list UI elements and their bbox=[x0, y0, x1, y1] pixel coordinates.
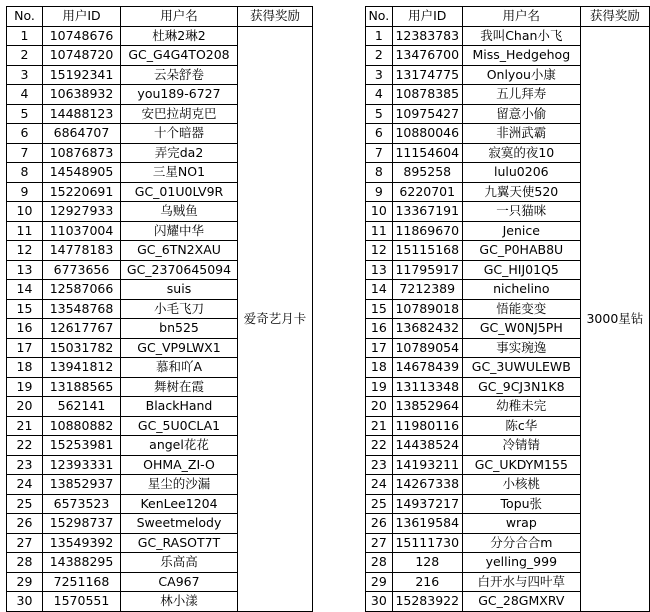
row-number: 11 bbox=[366, 221, 393, 241]
username-cell: GC_5U0CLA1 bbox=[121, 416, 238, 436]
username-cell: 三星NO1 bbox=[121, 163, 238, 183]
user-id-cell: 15283922 bbox=[392, 592, 462, 612]
row-number: 26 bbox=[7, 514, 43, 534]
row-number: 1 bbox=[366, 26, 393, 46]
user-id-cell: 6773656 bbox=[43, 260, 121, 280]
username-cell: 十个暗器 bbox=[121, 124, 238, 144]
user-id-cell: 11869670 bbox=[392, 221, 462, 241]
row-number: 17 bbox=[7, 338, 43, 358]
username-cell: 舞树在霞 bbox=[121, 377, 238, 397]
row-number: 21 bbox=[7, 416, 43, 436]
user-id-cell: 15111730 bbox=[392, 533, 462, 553]
row-number: 27 bbox=[7, 533, 43, 553]
row-number: 28 bbox=[7, 553, 43, 573]
row-number: 7 bbox=[366, 143, 393, 163]
username-cell: nichelino bbox=[462, 280, 580, 300]
user-id-cell: 12393331 bbox=[43, 455, 121, 475]
username-cell: GC_2370645094 bbox=[121, 260, 238, 280]
row-number: 20 bbox=[7, 397, 43, 417]
user-id-cell: 15253981 bbox=[43, 436, 121, 456]
username-cell: KenLee1204 bbox=[121, 494, 238, 514]
user-id-cell: 13852937 bbox=[43, 475, 121, 495]
header-username: 用户名 bbox=[121, 7, 238, 27]
row-number: 8 bbox=[7, 163, 43, 183]
user-id-cell: 216 bbox=[392, 572, 462, 592]
username-cell: 分分合合m bbox=[462, 533, 580, 553]
username-cell: 九翼天使520 bbox=[462, 182, 580, 202]
username-cell: 小核桃 bbox=[462, 475, 580, 495]
user-id-cell: 12927933 bbox=[43, 202, 121, 222]
user-id-cell: 13941812 bbox=[43, 358, 121, 378]
header-no: No. bbox=[7, 7, 43, 27]
table-header-row bbox=[366, 7, 650, 27]
user-id-cell: 14548905 bbox=[43, 163, 121, 183]
username-cell: Onlyou小康 bbox=[462, 65, 580, 85]
row-number: 5 bbox=[366, 104, 393, 124]
row-number: 3 bbox=[7, 65, 43, 85]
user-id-cell: 15298737 bbox=[43, 514, 121, 534]
row-number: 22 bbox=[7, 436, 43, 456]
row-number: 1 bbox=[7, 26, 43, 46]
user-id-cell: 6220701 bbox=[392, 182, 462, 202]
username-cell: angel花花 bbox=[121, 436, 238, 456]
row-number: 29 bbox=[7, 572, 43, 592]
row-number: 19 bbox=[7, 377, 43, 397]
username-cell: GC_01U0LV9R bbox=[121, 182, 238, 202]
row-number: 2 bbox=[366, 46, 393, 66]
username-cell: wrap bbox=[462, 514, 580, 534]
row-number: 19 bbox=[366, 377, 393, 397]
right-winners-table bbox=[365, 6, 650, 612]
username-cell: GC_G4G4TO208 bbox=[121, 46, 238, 66]
user-id-cell: 10748676 bbox=[43, 26, 121, 46]
user-id-cell: 10789054 bbox=[392, 338, 462, 358]
row-number: 10 bbox=[366, 202, 393, 222]
username-cell: 闪耀中华 bbox=[121, 221, 238, 241]
user-id-cell: 6864707 bbox=[43, 124, 121, 144]
row-number: 3 bbox=[366, 65, 393, 85]
username-cell: 非洲武霸 bbox=[462, 124, 580, 144]
username-cell: OHMA_ZI-O bbox=[121, 455, 238, 475]
row-number: 30 bbox=[366, 592, 393, 612]
user-id-cell: 7212389 bbox=[392, 280, 462, 300]
user-id-cell: 11980116 bbox=[392, 416, 462, 436]
user-id-cell: 12383783 bbox=[392, 26, 462, 46]
username-cell: 事实琬逸 bbox=[462, 338, 580, 358]
row-number: 6 bbox=[7, 124, 43, 144]
row-number: 4 bbox=[366, 85, 393, 105]
left-winners-table bbox=[6, 6, 313, 612]
username-cell: 弄完da2 bbox=[121, 143, 238, 163]
user-id-cell: 13619584 bbox=[392, 514, 462, 534]
user-id-cell: 13682432 bbox=[392, 319, 462, 339]
user-id-cell: 10748720 bbox=[43, 46, 121, 66]
username-cell: CA967 bbox=[121, 572, 238, 592]
user-id-cell: 14438524 bbox=[392, 436, 462, 456]
table-header-row bbox=[7, 7, 313, 27]
username-cell: GC_3UWULEWB bbox=[462, 358, 580, 378]
username-cell: suis bbox=[121, 280, 238, 300]
row-number: 16 bbox=[366, 319, 393, 339]
header-user-id: 用户ID bbox=[392, 7, 462, 27]
user-id-cell: 13852964 bbox=[392, 397, 462, 417]
username-cell: 五儿拜寿 bbox=[462, 85, 580, 105]
user-id-cell: 13367191 bbox=[392, 202, 462, 222]
user-id-cell: 10789018 bbox=[392, 299, 462, 319]
username-cell: Miss_Hedgehog bbox=[462, 46, 580, 66]
username-cell: 小毛飞刀 bbox=[121, 299, 238, 319]
user-id-cell: 6573523 bbox=[43, 494, 121, 514]
username-cell: GC_9CJ3N1K8 bbox=[462, 377, 580, 397]
row-number: 15 bbox=[7, 299, 43, 319]
username-cell: Topu张 bbox=[462, 494, 580, 514]
row-number: 18 bbox=[7, 358, 43, 378]
username-cell: 乌贼鱼 bbox=[121, 202, 238, 222]
username-cell: GC_UKDYM155 bbox=[462, 455, 580, 475]
user-id-cell: 562141 bbox=[43, 397, 121, 417]
user-id-cell: 13476700 bbox=[392, 46, 462, 66]
reward-cell: 爱奇艺月卡 bbox=[238, 26, 313, 611]
username-cell: GC_P0HAB8U bbox=[462, 241, 580, 261]
user-id-cell: 10878385 bbox=[392, 85, 462, 105]
username-cell: 幼稚未完 bbox=[462, 397, 580, 417]
row-number: 17 bbox=[366, 338, 393, 358]
row-number: 30 bbox=[7, 592, 43, 612]
user-id-cell: 15031782 bbox=[43, 338, 121, 358]
user-id-cell: 14678439 bbox=[392, 358, 462, 378]
user-id-cell: 13188565 bbox=[43, 377, 121, 397]
row-number: 23 bbox=[366, 455, 393, 475]
user-id-cell: 10876873 bbox=[43, 143, 121, 163]
row-number: 10 bbox=[7, 202, 43, 222]
row-number: 20 bbox=[366, 397, 393, 417]
user-id-cell: 13113348 bbox=[392, 377, 462, 397]
user-id-cell: 128 bbox=[392, 553, 462, 573]
table-row bbox=[366, 26, 650, 46]
row-number: 4 bbox=[7, 85, 43, 105]
row-number: 24 bbox=[7, 475, 43, 495]
row-number: 29 bbox=[366, 572, 393, 592]
user-id-cell: 14193211 bbox=[392, 455, 462, 475]
username-cell: 慕和吖A bbox=[121, 358, 238, 378]
row-number: 23 bbox=[7, 455, 43, 475]
user-id-cell: 15220691 bbox=[43, 182, 121, 202]
username-cell: 留意小偷 bbox=[462, 104, 580, 124]
username-cell: 一只猫咪 bbox=[462, 202, 580, 222]
row-number: 5 bbox=[7, 104, 43, 124]
username-cell: 星尘的沙漏 bbox=[121, 475, 238, 495]
header-no: No. bbox=[366, 7, 393, 27]
username-cell: 寂寞的夜10 bbox=[462, 143, 580, 163]
user-id-cell: 10975427 bbox=[392, 104, 462, 124]
header-user-id: 用户ID bbox=[43, 7, 121, 27]
row-number: 21 bbox=[366, 416, 393, 436]
username-cell: 陈c华 bbox=[462, 416, 580, 436]
user-id-cell: 13549392 bbox=[43, 533, 121, 553]
user-id-cell: 1570551 bbox=[43, 592, 121, 612]
user-id-cell: 11037004 bbox=[43, 221, 121, 241]
user-id-cell: 10880046 bbox=[392, 124, 462, 144]
username-cell: you189-6727 bbox=[121, 85, 238, 105]
row-number: 6 bbox=[366, 124, 393, 144]
row-number: 15 bbox=[366, 299, 393, 319]
user-id-cell: 11795917 bbox=[392, 260, 462, 280]
row-number: 25 bbox=[366, 494, 393, 514]
row-number: 27 bbox=[366, 533, 393, 553]
username-cell: GC_HIJ01Q5 bbox=[462, 260, 580, 280]
user-id-cell: 7251168 bbox=[43, 572, 121, 592]
row-number: 28 bbox=[366, 553, 393, 573]
user-id-cell: 12587066 bbox=[43, 280, 121, 300]
username-cell: GC_RASOT7T bbox=[121, 533, 238, 553]
username-cell: Sweetmelody bbox=[121, 514, 238, 534]
user-id-cell: 14267338 bbox=[392, 475, 462, 495]
row-number: 14 bbox=[7, 280, 43, 300]
row-number: 8 bbox=[366, 163, 393, 183]
row-number: 25 bbox=[7, 494, 43, 514]
username-cell: GC_W0NJ5PH bbox=[462, 319, 580, 339]
row-number: 11 bbox=[7, 221, 43, 241]
username-cell: Jenice bbox=[462, 221, 580, 241]
row-number: 2 bbox=[7, 46, 43, 66]
username-cell: 林小漾 bbox=[121, 592, 238, 612]
reward-cell: 3000星钻 bbox=[580, 26, 649, 611]
username-cell: 我叫Chan小飞 bbox=[462, 26, 580, 46]
user-id-cell: 14937217 bbox=[392, 494, 462, 514]
row-number: 24 bbox=[366, 475, 393, 495]
row-number: 12 bbox=[366, 241, 393, 261]
username-cell: 冷锖锖 bbox=[462, 436, 580, 456]
user-id-cell: 14388295 bbox=[43, 553, 121, 573]
user-id-cell: 14488123 bbox=[43, 104, 121, 124]
username-cell: lulu0206 bbox=[462, 163, 580, 183]
username-cell: 乐高高 bbox=[121, 553, 238, 573]
username-cell: 安巴拉胡克巴 bbox=[121, 104, 238, 124]
username-cell: 白开水与四叶草 bbox=[462, 572, 580, 592]
row-number: 13 bbox=[7, 260, 43, 280]
user-id-cell: 10638932 bbox=[43, 85, 121, 105]
row-number: 18 bbox=[366, 358, 393, 378]
username-cell: yelling_999 bbox=[462, 553, 580, 573]
table-row bbox=[7, 26, 313, 46]
row-number: 26 bbox=[366, 514, 393, 534]
username-cell: 杜琳2琳2 bbox=[121, 26, 238, 46]
row-number: 9 bbox=[366, 182, 393, 202]
row-number: 7 bbox=[7, 143, 43, 163]
row-number: 22 bbox=[366, 436, 393, 456]
row-number: 9 bbox=[7, 182, 43, 202]
user-id-cell: 15115168 bbox=[392, 241, 462, 261]
user-id-cell: 14778183 bbox=[43, 241, 121, 261]
user-id-cell: 11154604 bbox=[392, 143, 462, 163]
username-cell: BlackHand bbox=[121, 397, 238, 417]
username-cell: GC_28GMXRV bbox=[462, 592, 580, 612]
row-number: 12 bbox=[7, 241, 43, 261]
user-id-cell: 13548768 bbox=[43, 299, 121, 319]
user-id-cell: 15192341 bbox=[43, 65, 121, 85]
row-number: 16 bbox=[7, 319, 43, 339]
header-username: 用户名 bbox=[462, 7, 580, 27]
user-id-cell: 10880882 bbox=[43, 416, 121, 436]
row-number: 14 bbox=[366, 280, 393, 300]
username-cell: GC_VP9LWX1 bbox=[121, 338, 238, 358]
username-cell: 悟能变变 bbox=[462, 299, 580, 319]
header-reward: 获得奖励 bbox=[238, 7, 313, 27]
header-reward: 获得奖励 bbox=[580, 7, 649, 27]
username-cell: bn525 bbox=[121, 319, 238, 339]
user-id-cell: 13174775 bbox=[392, 65, 462, 85]
user-id-cell: 895258 bbox=[392, 163, 462, 183]
username-cell: 云朵舒卷 bbox=[121, 65, 238, 85]
user-id-cell: 12617767 bbox=[43, 319, 121, 339]
username-cell: GC_6TN2XAU bbox=[121, 241, 238, 261]
row-number: 13 bbox=[366, 260, 393, 280]
